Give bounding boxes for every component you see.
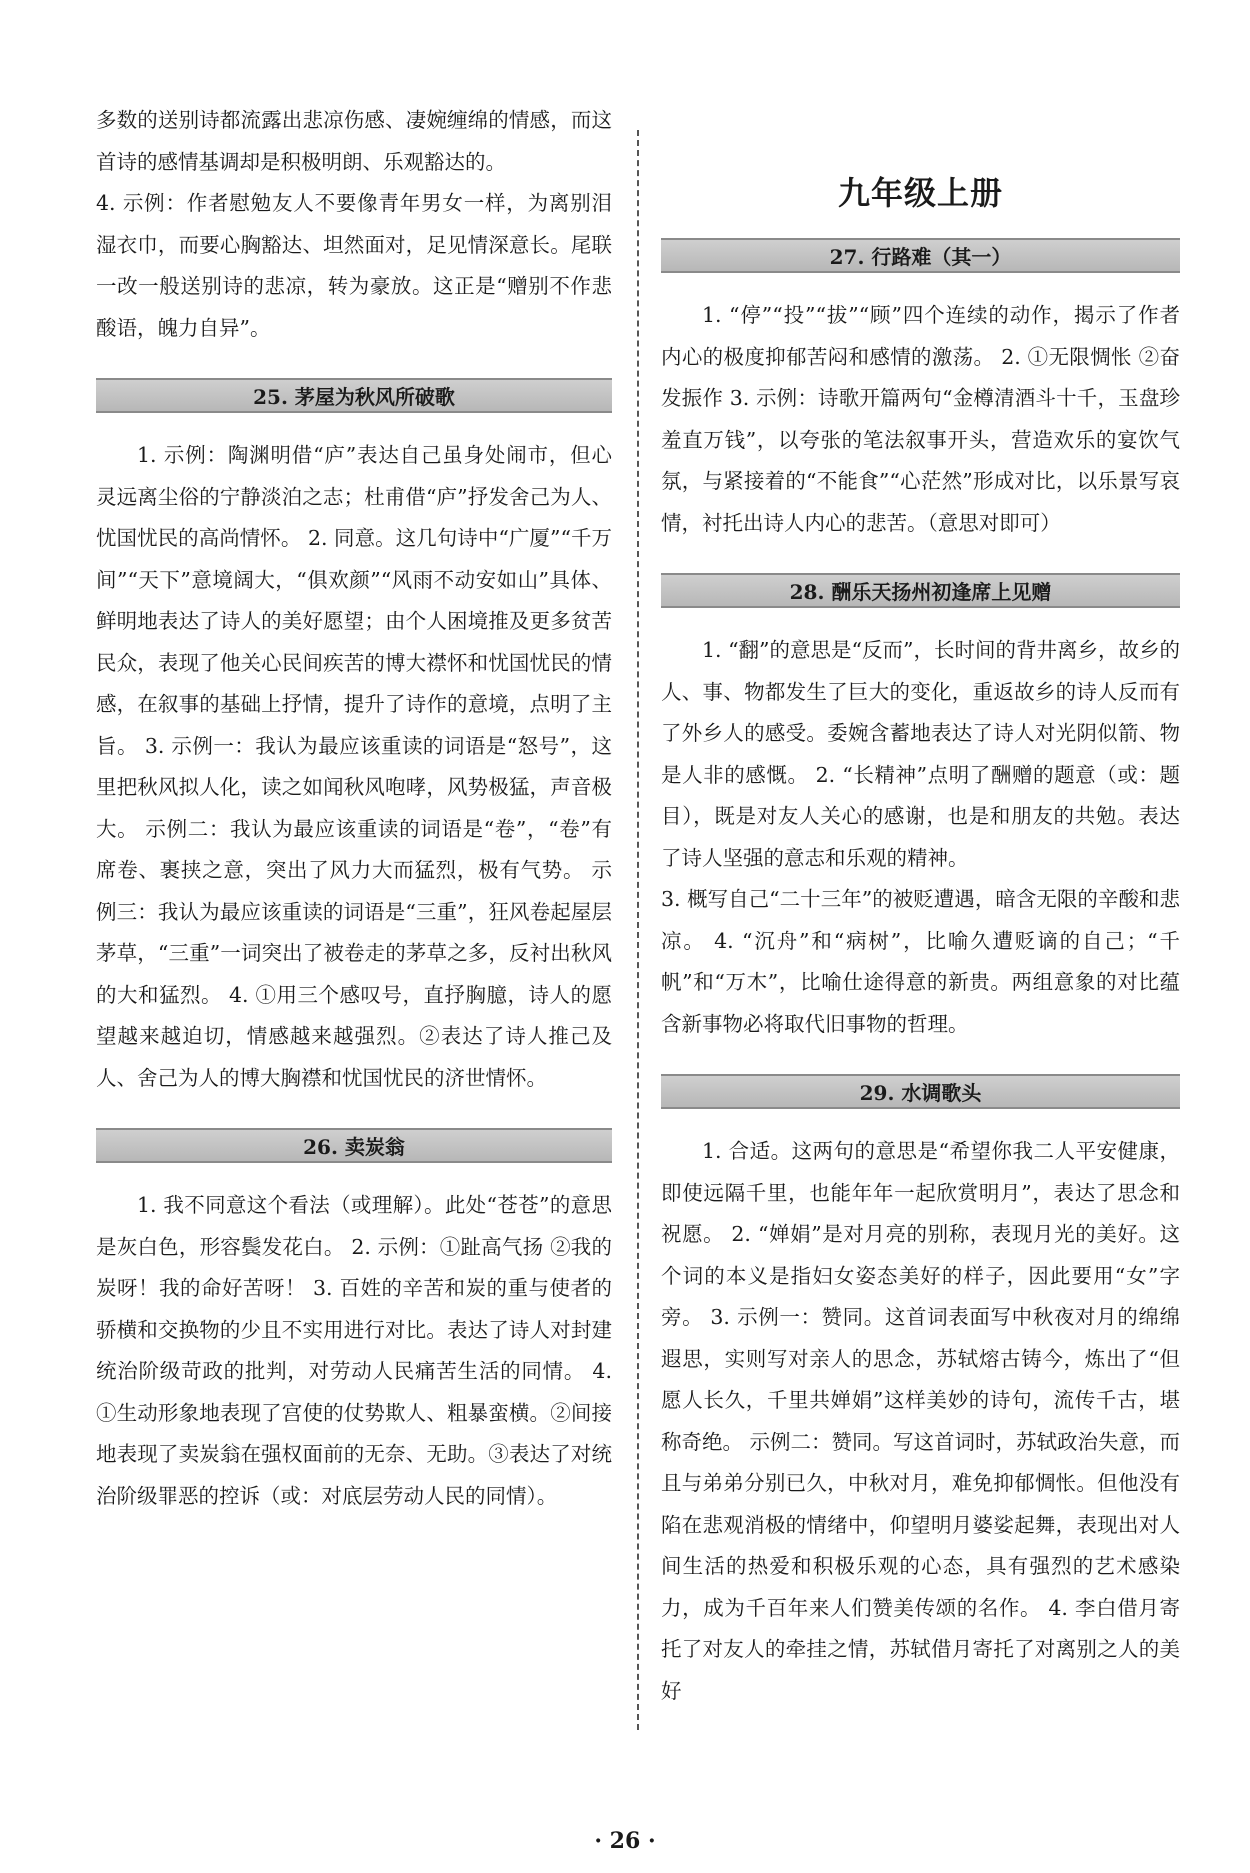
section-26-text: 1. 我不同意这个看法（或理解）。此处“苍苍”的意思是灰白色，形容鬓发花白。 2. 示例：①趾高气扬 ②我的炭呀！我的命好苦呀！ 3. 百姓的辛苦和炭的重与使者的骄横和交换物的少且不实用进行对比。表达了诗人对封建统治阶级苛政的批判，对劳动人民痛苦生活的同情。 4. ①生动形象地表现了宫使的仗势欺人、粗暴蛮横。②间接地表现了卖炭翁在强权面前的无奈、无助。③表达了对统治阶级罪恶的控诉（或：对底层劳动人民的同情）。 <box>96 1193 612 1508</box>
grade-title: 九年级上册 <box>837 174 1003 212</box>
section-28-text-2: 3. 概写自己“二十三年”的被贬遭遇，暗含无限的辛酸和悲凉。 4. “沉舟”和“病树”，比喻久遭贬谪的自己；“千帆”和“万木”，比喻仕途得意的新贵。两组意象的对比蕴含新事物必将取代旧事物的哲理。 <box>661 887 1180 1036</box>
page-number: · 26 · <box>594 1828 656 1854</box>
section-heading-27: 27. 行路难（其一） <box>661 238 1180 273</box>
column-divider <box>637 130 639 1730</box>
right-column <box>661 100 1180 1712</box>
intro-paragraph-1: 多数的送别诗都流露出悲凉伤感、凄婉缠绵的情感，而这首诗的感情基调却是积极明朗、乐观豁达的。 <box>96 108 612 174</box>
left-column <box>96 100 612 1517</box>
section-heading-25: 25. 茅屋为秋风所破歌 <box>96 378 612 413</box>
section-heading-29: 29. 水调歌头 <box>661 1074 1180 1109</box>
intro-paragraph-2: 4. 示例：作者慰勉友人不要像青年男女一样，为离别泪湿衣巾，而要心胸豁达、坦然面对，足见情深意长。尾联一改一般送别诗的悲凉，转为豪放。这正是“赠别不作悲酸语，魄力自异”。 <box>96 191 612 340</box>
section-27-text: 1. “停”“投”“拔”“顾”四个连续的动作，揭示了作者内心的极度抑郁苦闷和感情的激荡。 2. ①无限惆怅 ②奋发振作 3. 示例：诗歌开篇两句“金樽清酒斗十千，玉盘珍羞直万钱”，以夸张的笔法叙事开头，营造欢乐的宴饮气氛，与紧接着的“不能食”“心茫然”形成对比，以乐景写哀情，衬托出诗人内心的悲苦。（意思对即可） <box>661 303 1180 535</box>
section-25-text: 1. 示例：陶渊明借“庐”表达自己虽身处闹市，但心灵远离尘俗的宁静淡泊之志；杜甫借“庐”抒发舍己为人、忧国忧民的高尚情怀。 2. 同意。这几句诗中“广厦”“千万间”“天下”意境阔大，“俱欢颜”“风雨不动安如山”具体、鲜明地表达了诗人的美好愿望；由个人困境推及更多贫苦民众，表现了他关心民间疾苦的博大襟怀和忧国忧民的情感，在叙事的基础上抒情，提升了诗作的意境，点明了主旨。 3. 示例一：我认为最应该重读的词语是“怒号”，这里把秋风拟人化，读之如闻秋风咆哮，风势极猛，声音极大。 示例二：我认为最应该重读的词语是“卷”，“卷”有席卷、裹挟之意，突出了风力大而猛烈，极有气势。 示例三：我认为最应该重读的词语是“三重”，狂风卷起屋层茅草，“三重”一词突出了被卷走的茅草之多，反衬出秋风的大和猛烈。 4. ①用三个感叹号，直抒胸臆，诗人的愿望越来越迫切，情感越来越强烈。②表达了诗人推己及人、舍己为人的博大胸襟和忧国忧民的济世情怀。 <box>96 443 612 1090</box>
section-29-text: 1. 合适。这两句的意思是“希望你我二人平安健康，即使远隔千里，也能年年一起欣赏明月”，表达了思念和祝愿。 2. “婵娟”是对月亮的别称，表现月光的美好。这个词的本义是指妇女姿态美好的样子，因此要用“女”字旁。 3. 示例一：赞同。这首词表面写中秋夜对月的绵绵遐思，实则写对亲人的思念，苏轼熔古铸今，炼出了“但愿人长久，千里共婵娟”这样美妙的诗句，流传千古，堪称奇绝。 示例二：赞同。写这首词时，苏轼政治失意，而且与弟弟分别已久，中秋对月，难免抑郁惆怅。但他没有陷在悲观消极的情绪中，仰望明月婆娑起舞，表现出对人间生活的热爱和积极乐观的心态，具有强烈的艺术感染力，成为千百年来人们赞美传颂的名作。 4. 李白借月寄托了对友人的牵挂之情，苏轼借月寄托了对离别之人的美好 <box>661 1139 1181 1703</box>
section-28-text-1: 1. “翻”的意思是“反而”，长时间的背井离乡，故乡的人、事、物都发生了巨大的变化，重返故乡的诗人反而有了外乡人的感受。委婉含蓄地表达了诗人对光阴似箭、物是人非的感慨。 2. “长精神”点明了酬赠的题意（或：题目），既是对友人关心的感谢，也是和朋友的共勉。表达了诗人坚强的意志和乐观的精神。 <box>661 638 1180 870</box>
section-heading-28: 28. 酬乐天扬州初逢席上见赠 <box>661 573 1180 608</box>
section-heading-26: 26. 卖炭翁 <box>96 1128 612 1163</box>
